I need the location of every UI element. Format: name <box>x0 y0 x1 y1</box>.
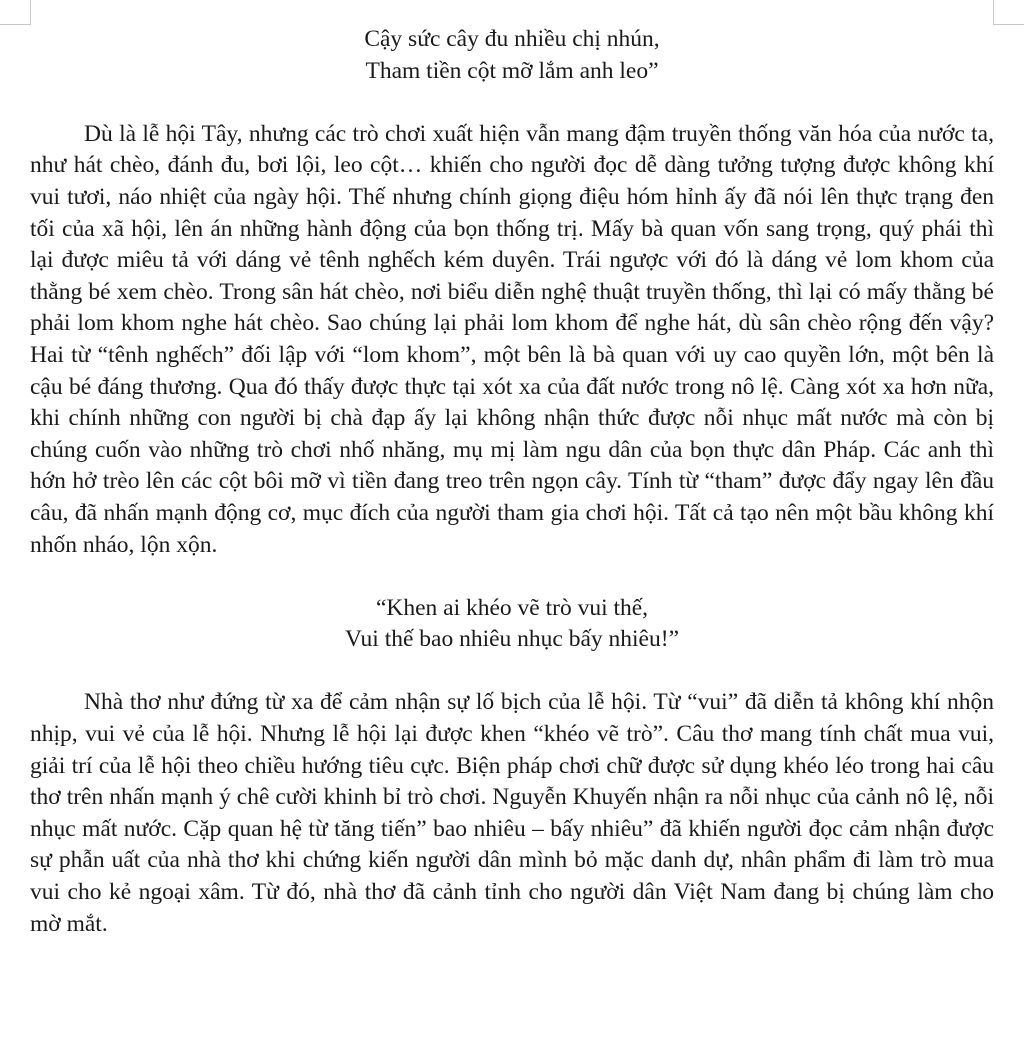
paragraph-spacer <box>30 87 994 119</box>
document-body <box>30 24 994 940</box>
body-paragraph-1: Dù là lễ hội Tây, nhưng các trò chơi xuất hiện vẫn mang đậm truyền thống văn hóa của nước ta, như hát chèo, đánh đu, bơi lội, leo cột… khiến cho người đọc dễ dàng tưởng tượng được không khí vui tươi, náo nhiệt của ngày hội. Thế nhưng chính giọng điệu hóm hỉnh ấy đã nói lên thực trạng đen tối của xã hội, lên án những hành động của bọn thống trị. Mấy bà quan vốn sang trọng, quý phái thì lại được miêu tả với dáng vẻ tênh nghếch kém duyên. Trái ngược với đó là dáng vẻ lom khom của thằng bé xem chèo. Trong sân hát chèo, nơi biểu diễn nghệ thuật truyền thống, thì lại có mấy thằng bé phải lom khom nghe hát chèo. Sao chúng lại phải lom khom để nghe hát, dù sân chèo rộng đến vậy? Hai từ “tênh nghếch” đối lập với “lom khom”, một bên là bà quan với uy cao quyền lớn, một bên là cậu bé đáng thương. Qua đó thấy được thực tại xót xa của đất nước trong nô lệ. Càng xót xa hơn nữa, khi chính những con người bị chà đạp ấy lại không nhận thức được nỗi nhục mất nước mà còn bị chúng cuốn vào những trò chơi nhố nhăng, mụ mị làm ngu dân của bọn thực dân Pháp. Các anh thì hớn hở trèo lên các cột bôi mỡ vì tiền đang treo trên ngọn cây. Tính từ “tham” được đẩy ngay lên đầu câu, đã nhấn mạnh động cơ, mục đích của người tham gia chơi hội. Tất cả tạo nên một bầu không khí nhốn nháo, lộn xộn. <box>30 120 994 558</box>
verse-line: “Khen ai khéo vẽ trò vui thế, <box>375 594 649 621</box>
verse-line: Cậy sức cây đu nhiều chị nhún, <box>364 26 660 52</box>
page-corner-mark-left <box>0 0 31 25</box>
body-paragraph-2: Nhà thơ như đứng từ xa để cảm nhận sự lố bịch của lễ hội. Từ “vui” đã diễn tả không khí nhộn nhịp, vui vẻ của lễ hội. Nhưng lễ hội lại được khen “khéo vẽ trò”. Câu thơ mang tính chất mua vui, giải trí của lễ hội theo chiều hướng tiêu cực. Biện pháp chơi chữ được sử dụng khéo léo trong hai câu thơ trên nhấn mạnh ý chê cười khinh bỉ trò chơi. Nguyễn Khuyến nhận ra nỗi nhục của cảnh nô lệ, nỗi nhục mất nước. Cặp quan hệ từ tăng tiến” bao nhiêu – bấy nhiêu” đã khiến người đọc cảm nhận được sự phẫn uất của nhà thơ khi chứng kiến người dân mình bỏ mặc danh dự, nhân phẩm đi làm trò mua vui cho kẻ ngoại xâm. Từ đó, nhà thơ đã cảnh tỉnh cho người dân Việt Nam đang bị chúng làm cho mờ mắt. <box>30 689 994 937</box>
verse-line: Tham tiền cột mỡ lắm anh leo” <box>365 57 659 84</box>
verse-line: Vui thế bao nhiêu nhục bấy nhiêu!” <box>344 626 679 653</box>
page-corner-mark-right <box>993 0 1024 25</box>
verse-stanza-1 <box>30 24 994 87</box>
verse-stanza-2 <box>30 593 994 656</box>
paragraph-spacer <box>30 656 994 688</box>
paragraph-spacer <box>30 561 994 593</box>
